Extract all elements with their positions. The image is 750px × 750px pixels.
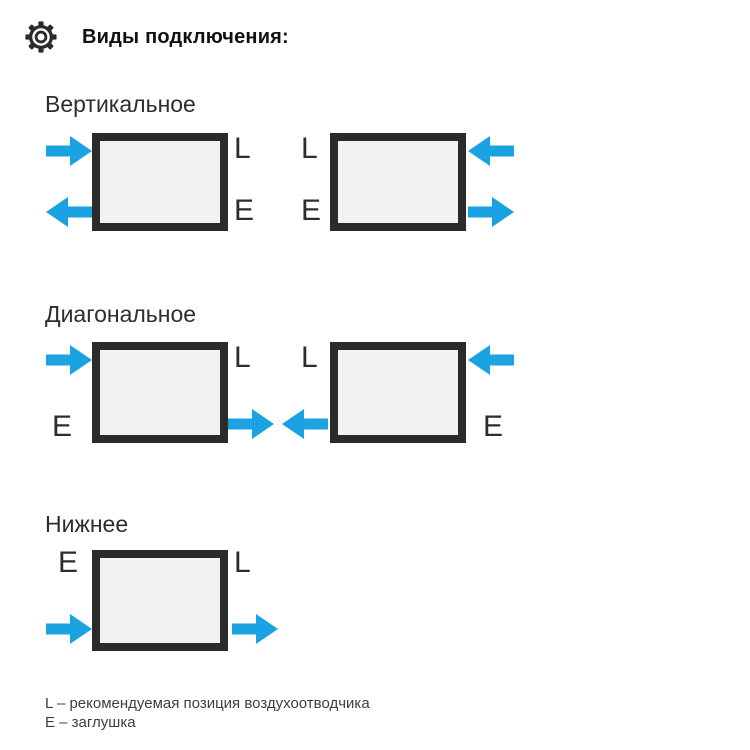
port-label-L: L bbox=[234, 546, 251, 579]
flow-arrow-right-icon bbox=[46, 136, 92, 166]
flow-arrow-right-icon bbox=[232, 614, 278, 644]
radiator-box bbox=[92, 133, 228, 231]
flow-arrow-right-icon bbox=[228, 409, 274, 439]
section-label: Вертикальное bbox=[45, 91, 196, 117]
flow-arrow-left-icon bbox=[282, 409, 328, 439]
port-label-L: L bbox=[301, 341, 318, 374]
port-label-L: L bbox=[301, 132, 318, 165]
flow-arrow-right-icon bbox=[46, 345, 92, 375]
legend bbox=[45, 694, 370, 732]
legend-line-air-vent: L – рекомендуемая позиция воздухоотводчика bbox=[45, 695, 370, 712]
port-label-E: E bbox=[52, 410, 73, 443]
section-label: Нижнее bbox=[45, 511, 129, 537]
flow-arrow-left-icon bbox=[46, 197, 92, 227]
radiator-box bbox=[330, 342, 466, 443]
flow-arrow-left-icon bbox=[468, 136, 514, 166]
port-label-E: E bbox=[58, 546, 79, 579]
flow-arrow-left-icon bbox=[468, 345, 514, 375]
port-label-L: L bbox=[234, 132, 251, 165]
port-label-E: E bbox=[234, 194, 255, 227]
legend-line-plug: E – заглушка bbox=[45, 714, 136, 731]
flow-arrow-right-icon bbox=[46, 614, 92, 644]
port-label-E: E bbox=[301, 194, 322, 227]
radiator-box bbox=[330, 133, 466, 231]
header bbox=[24, 20, 289, 54]
port-label-L: L bbox=[234, 341, 251, 374]
page-title: Виды подключения: bbox=[82, 25, 289, 48]
radiator-box bbox=[92, 342, 228, 443]
port-label-E: E bbox=[483, 410, 504, 443]
radiator-box bbox=[92, 550, 228, 651]
flow-arrow-right-icon bbox=[468, 197, 514, 227]
gear-icon bbox=[24, 20, 58, 54]
section-label: Диагональное bbox=[45, 301, 197, 327]
